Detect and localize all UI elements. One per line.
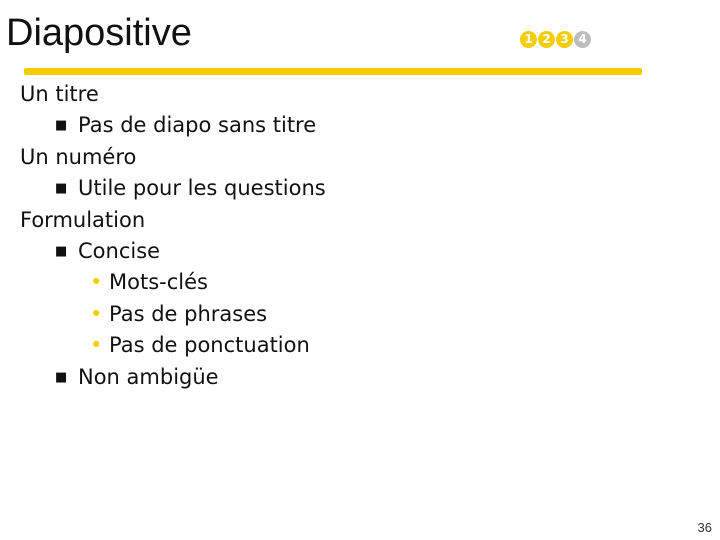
outline-item [0,362,326,393]
outline-item-text: Concise [78,239,161,264]
slide-outline [0,79,326,393]
outline-item [0,267,326,298]
outline-item-text: Pas de diapo sans titre [78,113,317,138]
outline-item-text: Pas de ponctuation [109,333,310,358]
outline-item-text: Mots-clés [109,270,208,295]
title-underline [24,68,642,75]
round-bullet-icon: • [90,270,103,295]
step-2-badge: 2 [538,31,555,48]
outline-item [0,205,326,236]
step-4-badge: 4 [574,31,591,48]
outline-item-text: Un numéro [20,144,137,169]
step-indicator [520,31,591,48]
outline-item [0,299,326,330]
page-number: 36 [697,520,712,535]
outline-item [0,330,326,361]
outline-item [0,236,326,267]
outline-item-text: Un titre [20,82,99,106]
outline-item-text: Utile pour les questions [78,176,326,201]
outline-item [0,173,326,204]
step-3-badge: 3 [556,31,573,48]
square-bullet-icon: ■ [55,244,68,260]
outline-item [0,142,326,173]
outline-item-text: Non ambigüe [78,364,219,389]
slide-title: Diapositive [6,12,192,54]
square-bullet-icon: ■ [55,181,68,197]
round-bullet-icon: • [90,301,103,326]
square-bullet-icon: ■ [55,369,68,385]
square-bullet-icon: ■ [55,118,68,134]
outline-item-text: Pas de phrases [109,301,268,326]
outline-item [0,79,326,110]
round-bullet-icon: • [90,333,103,358]
outline-item [0,110,326,141]
outline-item-text: Formulation [20,207,146,232]
step-1-badge: 1 [520,31,537,48]
